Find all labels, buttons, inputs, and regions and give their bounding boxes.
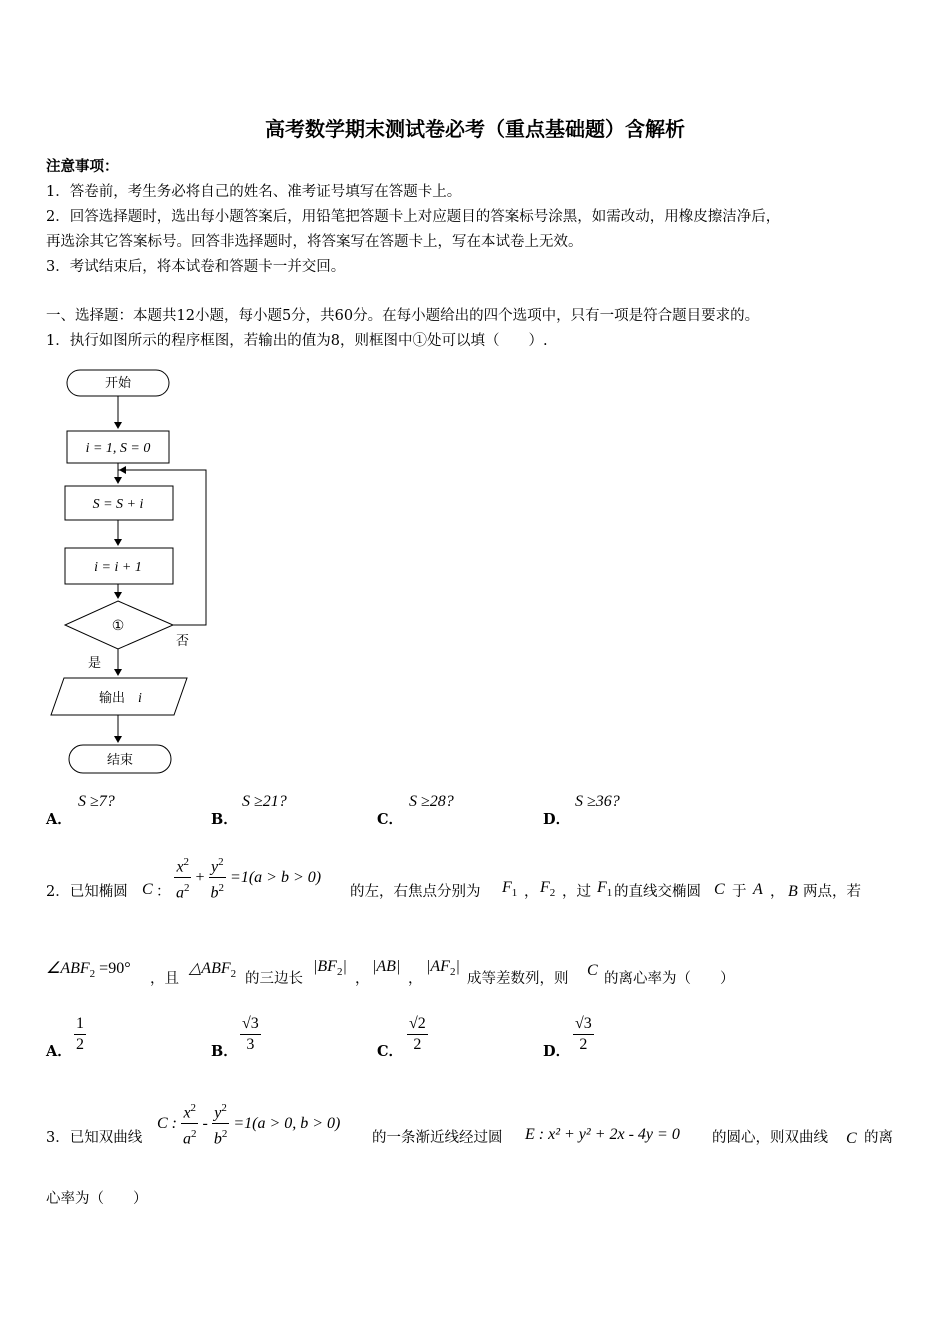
q2-angle: $\angle ABF_2 =90^\circ$	[46, 960, 131, 981]
start-label: 开始	[104, 376, 132, 391]
output-label: 输出	[98, 691, 126, 706]
notice-item-2a: 2．回答选择题时，选出每小题答案后，用铅笔把答题卡上对应题目的答案标号涂黑，如需改动，用橡皮擦洁净后，	[46, 209, 781, 225]
notice-heading: 注意事项：	[46, 158, 119, 175]
q1-option-d-label: D．	[543, 811, 571, 828]
q3-text-1: 的一条渐近线经过圆	[372, 1130, 503, 1146]
q2-option-c-label: C．	[377, 1043, 404, 1060]
q2-option-b-value: $\frac{√3}{3}$	[242, 1015, 259, 1053]
sum-label: S = S + i	[92, 497, 144, 512]
init-label: i = 1, S = 0	[85, 441, 151, 456]
q2-f1-b: $F_1$	[597, 879, 613, 900]
increment-label: i = i + 1	[94, 560, 142, 575]
q2-text-9: 的三边长	[245, 971, 303, 987]
yes-label: 是	[88, 656, 102, 671]
q2-text-3: ，过	[562, 884, 591, 900]
q2-ab: |AB|	[372, 958, 401, 975]
q2-f1: $F_1$	[502, 879, 518, 900]
q1-option-b-expr: S ≥21?	[242, 793, 287, 810]
q2-option-a-label: A．	[46, 1043, 72, 1060]
q1-option-c-expr: S ≥28?	[409, 793, 454, 810]
q2-comma-2: ，	[408, 971, 423, 987]
q2-ellipse-name-b: C	[714, 881, 725, 898]
q1-option-b-label: B．	[211, 811, 238, 828]
q2-option-d-label: D．	[543, 1043, 571, 1060]
q2-text-6: ，	[770, 884, 785, 900]
question-1-stem: 1．执行如图所示的程序框图，若输出的值为8，则框图中①处可以填（ ）.	[46, 333, 548, 349]
q2-point-a: A	[753, 881, 763, 898]
q2-prefix: 2．已知椭圆	[46, 884, 128, 900]
notice-item-3: 3．考试结束后，将本试卷和答题卡一并交回。	[46, 259, 346, 275]
end-label: 结束	[106, 753, 134, 768]
notice-item-2b: 再选涂其它答案标号。回答非选择题时，将答案写在答题卡上，写在本试卷上无效。	[46, 234, 583, 250]
q2-text-1: 的左，右焦点分别为	[350, 884, 481, 900]
q3-line-2: 心率为（ ）	[46, 1191, 148, 1207]
q3-hyperbola-name: C	[846, 1130, 857, 1147]
q2-text-8: ，且	[150, 971, 179, 987]
flowchart	[50, 362, 220, 782]
q2-text-7: 两点，若	[803, 884, 861, 900]
q2-option-a-value: $\frac{1}{2}$	[76, 1015, 84, 1053]
condition-label: ①	[111, 619, 125, 634]
q1-option-c-label: C．	[377, 811, 404, 828]
q2-text-11: 的离心率为（ ）	[604, 971, 735, 987]
q3-text-2: 的圆心，则双曲线	[712, 1130, 828, 1146]
page-title: 高考数学期末测试卷必考（重点基础题）含解析	[265, 117, 685, 141]
q2-text-5: 于	[732, 884, 747, 900]
output-var: i	[138, 691, 142, 706]
q3-hyperbola-equation: C : $\frac{x^2}{a^2}$ - $\frac{y^2}{b^2}$ =1(a > 0, b > 0)	[157, 1099, 340, 1149]
q3-text-3: 的离	[864, 1130, 893, 1146]
q2-bf2: $|BF_2|$	[313, 958, 347, 979]
no-label: 否	[176, 634, 190, 649]
section-heading: 一、选择题：本题共12小题，每小题5分，共60分。在每小题给出的四个选项中，只有一项是符合题目要求的。	[46, 308, 760, 324]
q2-colon: ：	[156, 884, 171, 900]
q2-option-c-value: $\frac{√2}{2}$	[409, 1015, 426, 1053]
q2-point-b: B	[788, 883, 798, 900]
q1-option-a-expr: S ≥7?	[78, 793, 115, 810]
q2-ellipse-name: C	[142, 881, 153, 898]
notice-item-1: 1．答卷前，考生务必将自己的姓名、准考证号填写在答题卡上。	[46, 184, 462, 200]
q2-ellipse-name-c: C	[587, 962, 598, 979]
q2-text-2: ，	[524, 884, 539, 900]
q1-option-a-label: A．	[46, 811, 72, 828]
q2-comma-1: ，	[355, 971, 370, 987]
q2-text-4: 的直线交椭圆	[614, 884, 701, 900]
q2-option-d-value: $\frac{√3}{2}$	[575, 1015, 592, 1053]
q2-ellipse-equation: $\frac{x^2}{a^2}$ + $\frac{y^2}{b^2}$ =1(a > b > 0)	[174, 853, 321, 903]
q3-prefix: 3．已知双曲线	[46, 1130, 143, 1146]
q2-option-b-label: B．	[211, 1043, 238, 1060]
q1-option-d-expr: S ≥36?	[575, 793, 620, 810]
q2-triangle: $\triangle ABF_2$	[189, 960, 237, 981]
q3-circle-equation: E : x² + y² + 2x - 4y = 0	[525, 1126, 680, 1143]
q2-text-10: 成等差数列，则	[467, 971, 569, 987]
q2-f2: $F_2$	[540, 879, 556, 900]
q2-af2: $|AF_2|$	[426, 958, 460, 979]
